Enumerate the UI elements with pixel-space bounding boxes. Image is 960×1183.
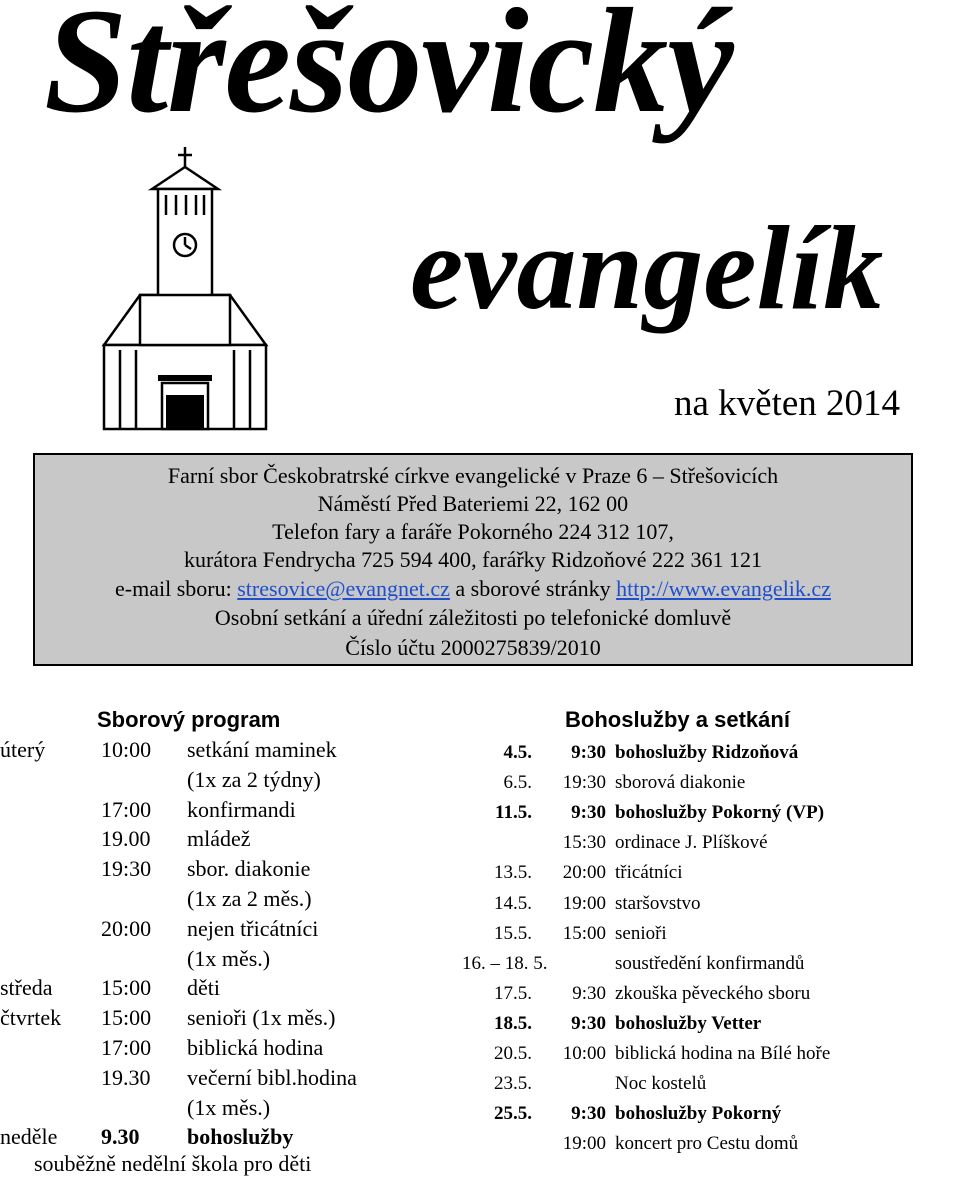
service-date: 6.5.: [503, 772, 532, 793]
program-time: 10:00: [101, 737, 152, 762]
service-time: 9:30: [571, 1013, 606, 1034]
program-day: neděle: [0, 1124, 58, 1149]
program-day: čtvrtek: [0, 1005, 62, 1030]
service-date: 4.5.: [503, 742, 532, 763]
service-date: 13.5.: [494, 862, 532, 883]
program-desc: (1x měs.): [187, 1095, 271, 1120]
service-date: 18.5.: [494, 1013, 532, 1034]
service-date: 25.5.: [494, 1103, 532, 1124]
program-desc: mládež: [187, 826, 251, 851]
program-time: 19.00: [101, 826, 151, 851]
service-desc: Noc kostelů: [615, 1073, 707, 1094]
program-desc: biblická hodina: [187, 1035, 324, 1060]
title-line-1: Střešovický: [44, 0, 733, 144]
program-day: středa: [0, 975, 53, 1000]
service-desc: bohoslužby Ridzoňová: [615, 742, 799, 763]
service-desc: koncert pro Cestu domů: [615, 1133, 799, 1154]
service-time: 19:00: [562, 893, 606, 914]
service-desc: senioři: [615, 923, 667, 944]
website-link[interactable]: http://www.evangelik.cz: [616, 576, 831, 601]
program-time: 15:00: [101, 975, 152, 1000]
email-label: e-mail sboru:: [115, 576, 238, 601]
service-date: 14.5.: [494, 893, 532, 914]
service-desc: zkouška pěveckého sboru: [615, 983, 811, 1004]
service-date: 16. – 18. 5.: [462, 953, 548, 974]
service-desc: bohoslužby Pokorný (VP): [615, 802, 825, 823]
service-desc: biblická hodina na Bílé hoře: [615, 1043, 831, 1064]
service-time: 9:30: [571, 742, 606, 763]
program-desc: bohoslužby: [187, 1124, 294, 1149]
program-time: 9.30: [101, 1124, 140, 1149]
info-line-7: Číslo účtu 2000275839/2010: [345, 635, 601, 660]
service-desc: bohoslužby Pokorný: [615, 1103, 782, 1124]
service-time: 9:30: [572, 983, 606, 1004]
service-date: 20.5.: [494, 1043, 532, 1064]
program-day: úterý: [0, 737, 46, 762]
program-desc: konfirmandi: [187, 797, 296, 822]
program-desc: setkání maminek: [187, 737, 337, 762]
service-time: 15:30: [562, 832, 606, 853]
program-time: 15:00: [101, 1005, 152, 1030]
program-desc: večerní bibl.hodina: [187, 1065, 357, 1090]
program-time: 19.30: [101, 1065, 151, 1090]
program-heading: Sborový program: [97, 707, 281, 732]
church-illustration: [100, 145, 270, 435]
service-time: 20:00: [562, 862, 606, 883]
service-time: 9:30: [571, 802, 606, 823]
service-time: 19:00: [562, 1133, 606, 1154]
service-desc: soustředění konfirmandů: [615, 953, 805, 974]
service-date: 23.5.: [494, 1073, 532, 1094]
service-date: 17.5.: [494, 983, 532, 1004]
service-time: 15:00: [562, 923, 606, 944]
program-desc: senioři (1x měs.): [187, 1005, 336, 1030]
program-desc: (1x měs.): [187, 946, 271, 971]
program-desc: děti: [187, 975, 220, 1000]
program-desc: (1x za 2 měs.): [187, 886, 312, 911]
service-desc: ordinace J. Plíškové: [615, 832, 768, 853]
services-heading: Bohoslužby a setkání: [565, 707, 790, 732]
program-time: 17:00: [101, 797, 152, 822]
service-date: 11.5.: [495, 802, 532, 823]
service-time: 9:30: [571, 1103, 606, 1124]
info-line-3: Telefon fary a faráře Pokorného 224 312 107,: [272, 519, 674, 544]
service-desc: sborová diakonie: [615, 772, 746, 793]
parish-info-box: [33, 453, 913, 666]
issue-label: na květen 2014: [674, 383, 901, 424]
program-desc: sbor. diakonie: [187, 856, 311, 881]
program-time: 19:30: [101, 856, 152, 881]
info-line-5: [35, 578, 911, 600]
info-line-1: Farní sbor Českobratrské církve evangelické v Praze 6 – Střešovicích: [167, 463, 779, 488]
service-desc: bohoslužby Vetter: [615, 1013, 762, 1034]
sunday-school-note: souběžně nedělní škola pro děti: [34, 1151, 312, 1176]
title-line-2: evangelík: [410, 201, 884, 334]
program-time: 20:00: [101, 916, 152, 941]
info-line-4: kurátora Fendrycha 725 594 400, farářky Ridzoňové 222 361 121: [184, 547, 762, 572]
program-desc: nejen třicátníci: [187, 916, 319, 941]
service-time: 10:00: [562, 1043, 606, 1064]
service-time: 19:30: [562, 772, 606, 793]
website-label: a sborové stránky: [449, 576, 617, 601]
info-line-2: Náměstí Před Bateriemi 22, 162 00: [317, 491, 629, 516]
service-desc: třicátníci: [615, 862, 683, 883]
service-date: 15.5.: [494, 923, 532, 944]
info-line-6: Osobní setkání a úřední záležitosti po telefonické domluvě: [214, 605, 732, 630]
email-link[interactable]: stresovice@evangnet.cz: [237, 576, 450, 601]
service-desc: staršovstvo: [615, 893, 701, 914]
program-desc: (1x za 2 týdny): [187, 767, 321, 792]
program-time: 17:00: [101, 1035, 152, 1060]
